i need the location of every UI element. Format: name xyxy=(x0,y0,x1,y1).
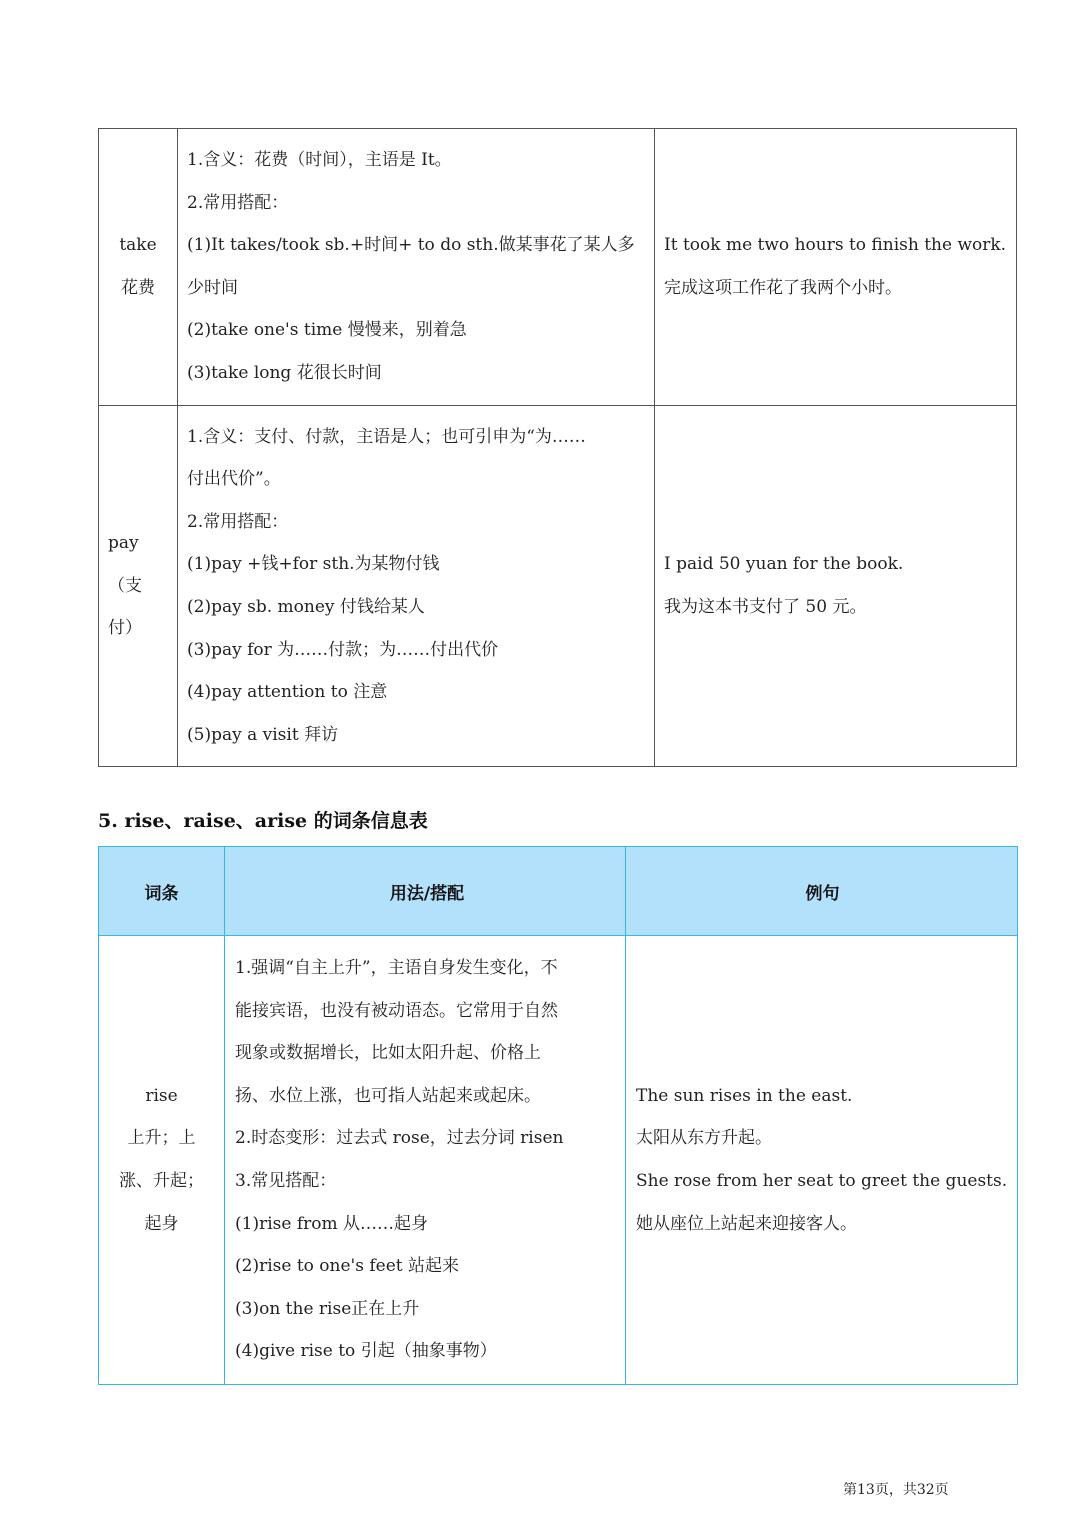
usage-line: (2)rise to one's feet 站起来 xyxy=(235,1256,459,1277)
usage-line: (5)pay a visit 拜访 xyxy=(187,724,339,745)
usage-line: (4)give rise to 引起（抽象事物） xyxy=(235,1341,497,1362)
usage-line: (3)pay for 为……付款；为……付出代价 xyxy=(187,639,499,660)
usage-line: 少时间 xyxy=(187,277,238,298)
usage-line: 2.常用搭配： xyxy=(187,511,289,532)
example-line: 她从座位上站起来迎接客人。 xyxy=(636,1213,857,1234)
table-row-rise xyxy=(99,936,1018,1385)
term-line: pay xyxy=(108,533,139,554)
usage-line: 扬、水位上涨，也可指人站起来或起床。 xyxy=(235,1085,541,1106)
example-cell-take xyxy=(655,129,1017,406)
example-line: She rose from her seat to greet the guests. xyxy=(636,1170,1008,1191)
example-line: The sun rises in the east. xyxy=(636,1085,853,1106)
usage-line: 3.常见搭配： xyxy=(235,1170,337,1191)
usage-line: (1)It takes/took sb.+时间+ to do sth.做某事花了某人多 xyxy=(187,235,635,256)
usage-line: 能接宾语，也没有被动语态。它常用于自然 xyxy=(235,1000,558,1021)
usage-line: 1.含义：花费（时间），主语是 It。 xyxy=(187,150,452,170)
example-line: 太阳从东方升起。 xyxy=(636,1128,772,1149)
term-line: （支 xyxy=(108,575,142,596)
usage-cell-pay xyxy=(178,405,655,767)
term-cell-pay xyxy=(99,405,178,767)
page-number: 第13页，共32页 xyxy=(843,1482,949,1498)
term-line: take xyxy=(119,235,157,256)
usage-line: (3)on the rise正在上升 xyxy=(235,1298,420,1319)
usage-line: (2)pay sb. money 付钱给某人 xyxy=(187,596,425,617)
section-heading: 5. rise、raise、arise 的词条信息表 xyxy=(98,810,428,832)
table-row-pay xyxy=(99,405,1017,767)
usage-cell-take xyxy=(178,129,655,406)
usage-line: (4)pay attention to 注意 xyxy=(187,682,388,703)
usage-line: (2)take one's time 慢慢来，别着急 xyxy=(187,320,467,341)
word-entry-table-rise xyxy=(98,846,1018,1385)
term-cell-rise xyxy=(99,936,225,1385)
example-line: It took me two hours to finish the work. xyxy=(664,235,1007,256)
word-usage-table-take-pay xyxy=(98,128,1017,767)
term-line: 付） xyxy=(108,618,142,639)
usage-line: (1)pay +钱+for sth.为某物付钱 xyxy=(187,554,440,575)
usage-line: 2.常用搭配： xyxy=(187,192,289,213)
example-cell-rise xyxy=(626,936,1018,1385)
example-line: I paid 50 yuan for the book. xyxy=(664,554,904,575)
header-term: 词条 xyxy=(99,847,225,936)
usage-line: 1.含义：支付、付款，主语是人；也可引申为“为…… xyxy=(187,426,586,447)
usage-line: (3)take long 花很长时间 xyxy=(187,362,382,383)
usage-cell-rise xyxy=(225,936,626,1385)
usage-line: 1.强调“自主上升”，主语自身发生变化，不 xyxy=(235,958,558,978)
term-line: 起身 xyxy=(144,1213,179,1234)
example-cell-pay xyxy=(655,405,1017,767)
table-row-take xyxy=(99,129,1017,406)
term-line: rise xyxy=(145,1085,178,1106)
term-line: 上升；上 xyxy=(127,1128,196,1149)
example-line: 完成这项工作花了我两个小时。 xyxy=(664,277,902,298)
header-usage: 用法/搭配 xyxy=(225,847,626,936)
term-line: 花费 xyxy=(121,277,155,298)
term-cell-take xyxy=(99,129,178,406)
usage-line: 现象或数据增长，比如太阳升起、价格上 xyxy=(235,1043,541,1064)
header-example: 例句 xyxy=(626,847,1018,936)
usage-line: 付出代价”。 xyxy=(187,469,281,490)
term-line: 涨、升起； xyxy=(119,1170,204,1191)
example-line: 我为这本书支付了 50 元。 xyxy=(664,596,867,617)
table-header-row xyxy=(99,847,1018,936)
usage-line: 2.时态变形：过去式 rose，过去分词 risen xyxy=(235,1128,564,1149)
usage-line: (1)rise from 从……起身 xyxy=(235,1213,429,1234)
